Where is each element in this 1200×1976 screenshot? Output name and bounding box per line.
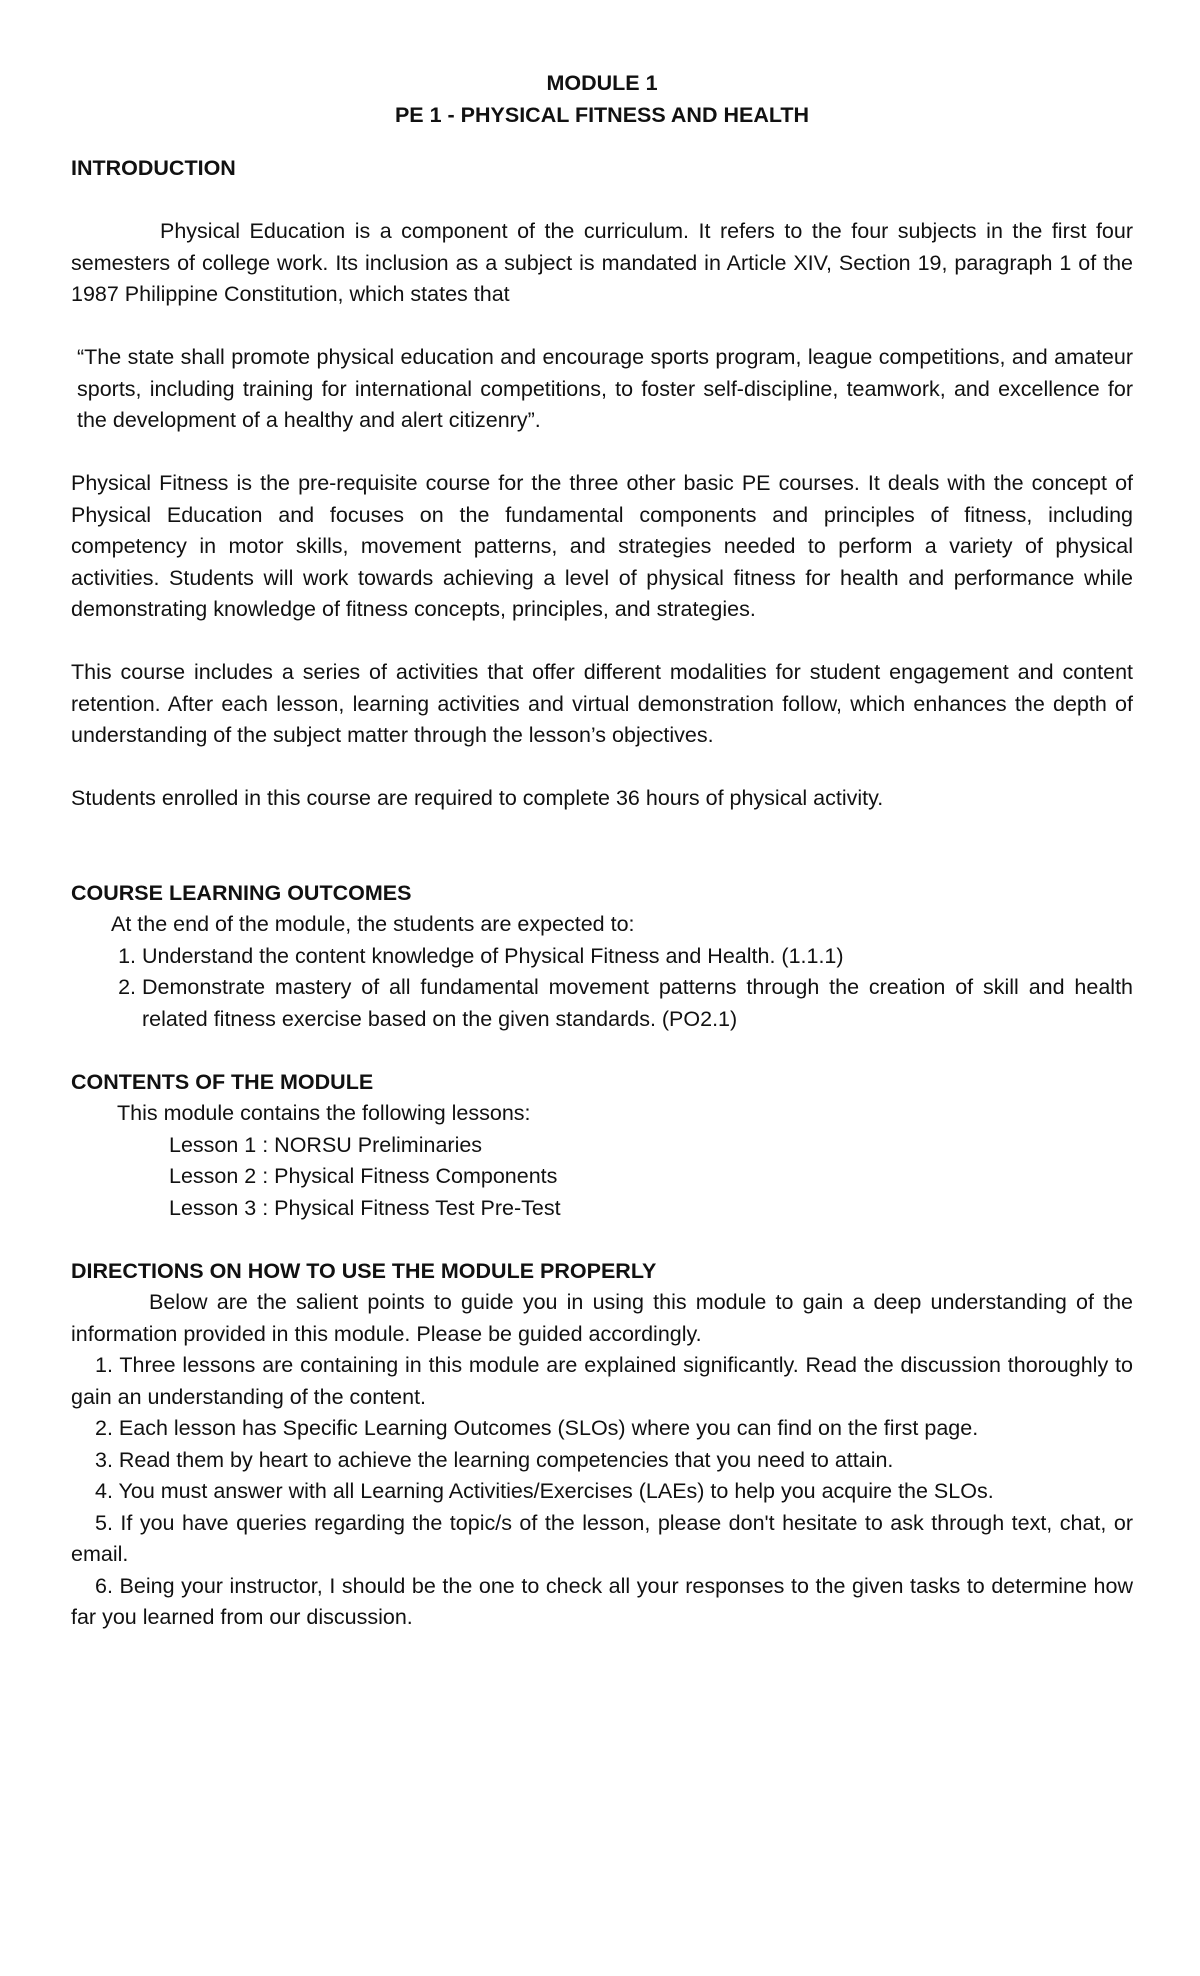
direction-item-1: 1. Three lessons are containing in this module are explained significantly. Read the discussion thoroughly to gain an understanding of the content. [71, 1353, 1133, 1409]
intro-paragraph-4: Students enrolled in this course are required to complete 36 hours of physical activity. [71, 786, 884, 810]
direction-item-3: 3. Read them by heart to achieve the learning competencies that you need to attain. [95, 1447, 894, 1472]
module-title: MODULE 1 [546, 71, 658, 95]
outcomes-list [71, 941, 1133, 1036]
outcome-item: 1. Understand the content knowledge of Physical Fitness and Health. (1.1.1) [142, 941, 1133, 973]
constitution-quote: “The state shall promote physical education and encourage sports program, league competitions, and amateur sports, including training for international competitions, to foster self-discipline, teamwork, and excellence for the development of a healthy and alert citizenry”. [77, 345, 1133, 432]
course-title: PE 1 - PHYSICAL FITNESS AND HEALTH [394, 102, 810, 127]
outcome-item: 2. Demonstrate mastery of all fundamental movement patterns through the creation of skill and health related fitness exercise based on the given standards. (PO2.1) [142, 972, 1133, 1035]
lesson-item-3: Lesson 3 : Physical Fitness Test Pre-Test [169, 1195, 561, 1220]
intro-paragraph-3: This course includes a series of activities that offer different modalities for student engagement and content retention. After each lesson, learning activities and virtual demonstration follow, which enhances the depth of understanding of the subject matter through the lesson’s objectives. [71, 660, 1133, 747]
document-page [71, 68, 1133, 1634]
direction-item-2: 2. Each lesson has Specific Learning Outcomes (SLOs) where you can find on the first page. [95, 1416, 979, 1440]
directions-intro: Below are the salient points to guide you in using this module to gain a deep understanding of the information provided in this module. Please be guided accordingly. [71, 1290, 1133, 1346]
outcomes-heading: COURSE LEARNING OUTCOMES [71, 880, 412, 905]
direction-item-6: 6. Being your instructor, I should be the one to check all your responses to the given tasks to determine how far you learned from our discussion. [71, 1573, 1133, 1629]
lesson-item-1: Lesson 1 : NORSU Preliminaries [169, 1132, 483, 1157]
direction-item-5: 5. If you have queries regarding the topic/s of the lesson, please don't hesitate to ask through text, chat, or email. [71, 1510, 1133, 1566]
direction-item-4: 4. You must answer with all Learning Activities/Exercises (LAEs) to help you acquire the SLOs. [95, 1479, 994, 1503]
outcomes-intro: At the end of the module, the students are expected to: [111, 912, 635, 936]
contents-intro: This module contains the following lessons: [117, 1101, 531, 1125]
intro-paragraph-2: Physical Fitness is the pre-requisite course for the three other basic PE courses. It deals with the concept of Physical Education and focuses on the fundamental components and principles of fitness, including competency in motor skills, movement patterns, and strategies needed to perform a variety of physical activities. Students will work towards achieving a level of physical fitness for health and performance while demonstrating knowledge of fitness concepts, principles, and strategies. [71, 471, 1133, 621]
contents-heading: CONTENTS OF THE MODULE [71, 1069, 374, 1094]
directions-heading: DIRECTIONS ON HOW TO USE THE MODULE PROPERLY [71, 1258, 657, 1283]
lesson-item-2: Lesson 2 : Physical Fitness Components [169, 1164, 558, 1188]
introduction-heading: INTRODUCTION [71, 156, 236, 180]
intro-paragraph-1: Physical Education is a component of the curriculum. It refers to the four subjects in the first four semesters of college work. Its inclusion as a subject is mandated in Article XIV, Section 19, paragraph 1 of the 1987 Philippine Constitution, which states that [71, 219, 1133, 306]
